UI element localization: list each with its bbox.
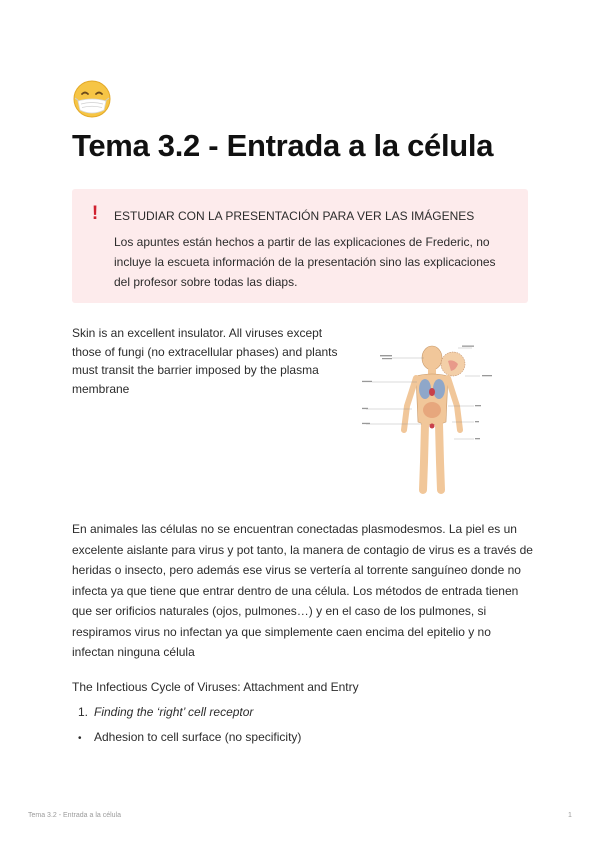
paragraph-skin: Skin is an excellent insulator. All viruses except those of fungi (no extracellular phases) and plants must transit the barrier imposed by the plasma membrane: [72, 326, 338, 396]
list-item-text: Adhesion to cell surface (no specificity): [94, 730, 302, 744]
list-number: 1.: [78, 705, 89, 719]
bullet-icon: •: [78, 733, 82, 744]
exclamation-icon: !: [91, 203, 99, 224]
callout-body: Los apuntes están hechos a partir de las explicaciones de Frederic, no incluye la escueta información de la presentación sino las explicaciones del profesor sobre todas las diaps.: [114, 235, 496, 289]
list-item-text: Finding the ‘right’ cell receptor: [94, 705, 254, 719]
page-number: 1: [568, 812, 572, 819]
list-item: [78, 705, 253, 719]
page-title: Tema 3.2 - Entrada a la célula: [72, 128, 494, 163]
callout-box: [72, 189, 528, 303]
human-body-illustration: [362, 344, 502, 499]
section-heading-cycle: The Infectious Cycle of Viruses: Attachment and Entry: [72, 680, 359, 694]
face-with-medical-mask-icon: [72, 79, 112, 119]
footer-title: Tema 3.2 - Entrada a la célula: [28, 812, 121, 819]
paragraph-es: En animales las células no se encuentran conectadas plasmodesmos. La piel es un excelente aislante para virus y pot tanto, la manera de contagio de virus es a través de heridas o insecto, pero además ese virus se vertería al torrente sanguíneo donde no infecta ya que tiene que entrar dentro de una célula. Los métodos de entrada tienen que ser orificios naturales (ojos, pulmones…) y en el caso de los pulmones, si respiramos virus no infectan ya que simplemente caen encima del epitelio y no infectan ninguna célula: [72, 522, 533, 659]
list-item: [78, 730, 301, 744]
callout-title: ESTUDIAR CON LA PRESENTACIÓN PARA VER LAS IMÁGENES: [114, 209, 475, 223]
